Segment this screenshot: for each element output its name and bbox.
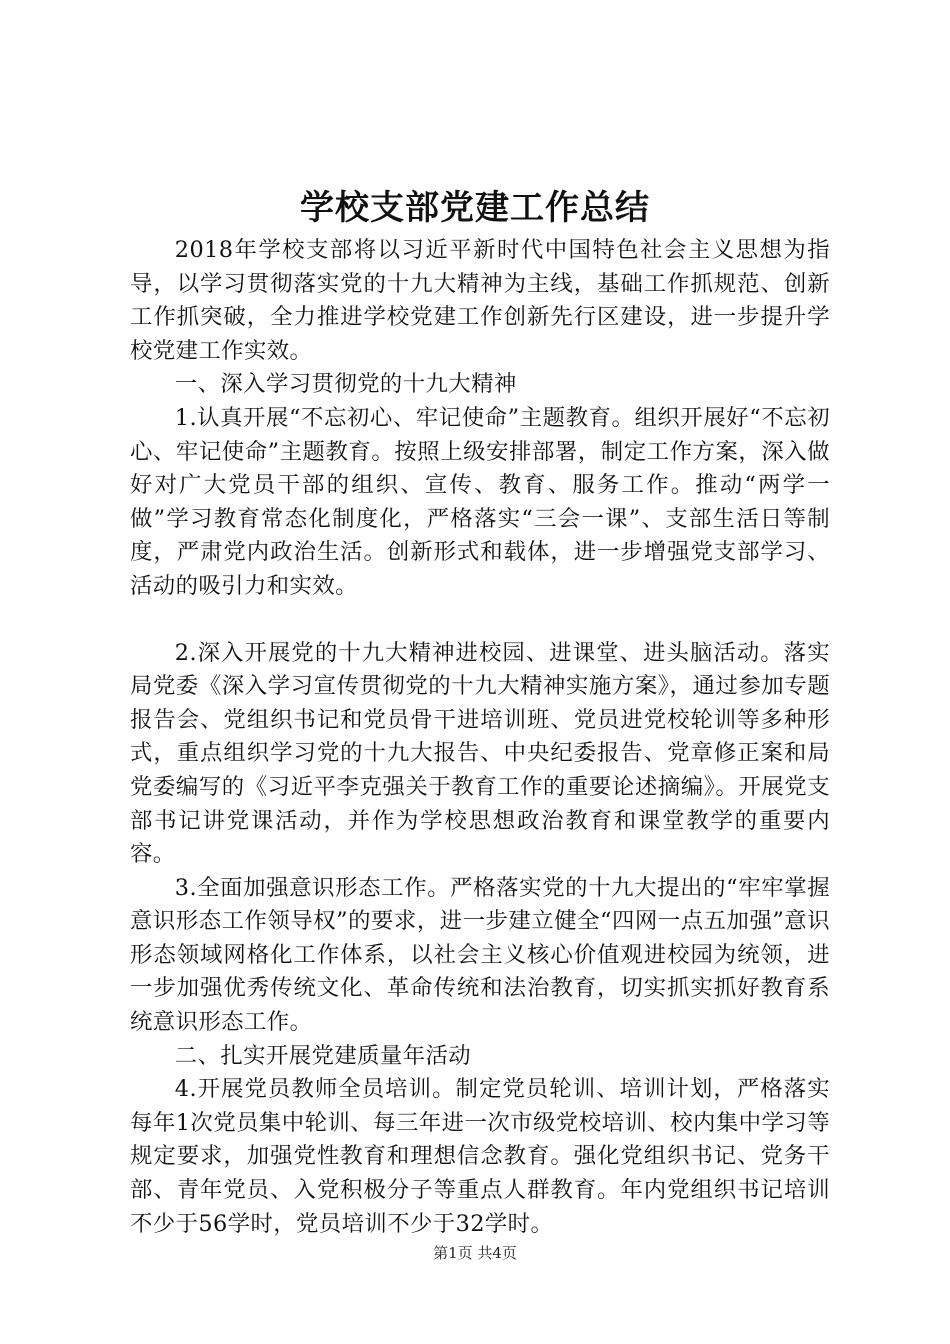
section-heading-2: 二、扎实开展党建质量年活动: [174, 1042, 472, 1069]
document-body: [130, 234, 830, 1241]
item-paragraph-1: 1.认真开展“不忘初心、牢记使命”主题教育。组织开展好“不忘初心、牢记使命”主题教育。按照上级安排部署，制定工作方案，深入做好对广大党员干部的组织、宣传、教育、服务工作。推动“两学一做”学习教育常态化制度化，严格落实“三会一课”、支部生活日等制度，严肃党内政治生活。创新形式和载体，进一步增强党支部学习、活动的吸引力和实效。: [130, 404, 830, 599]
section-heading-1: 一、深入学习贯彻党的十九大精神: [174, 371, 517, 398]
item-paragraph-3: 3.全面加强意识形态工作。严格落实党的十九大提出的“牢牢掌握意识形态工作领导权”的要求，进一步建立健全“四网一点五加强”意识形态领域网格化工作体系，以社会主义核心价值观进校园为统领，进一步加强优秀传统文化、革命传统和法治教育，切实抓实抓好教育系统意识形态工作。: [130, 874, 830, 1036]
intro-paragraph: 2018年学校支部将以习近平新时代中国特色社会主义思想为指导，以学习贯彻落实党的十九大精神为主线，基础工作抓规范、创新工作抓突破，全力推进学校党建工作创新先行区建设，进一步提升学校党建工作实效。: [130, 237, 830, 364]
item-paragraph-2: 2.深入开展党的十九大精神进校园、进课堂、进头脑活动。落实局党委《深入学习宣传贯彻党的十九大精神实施方案》，通过参加专题报告会、党组织书记和党员骨干进培训班、党员进党校轮训等多种形式，重点组织学习党的十九大报告、中央纪委报告、党章修正案和局党委编写的《习近平李克强关于教育工作的重要论述摘编》。开展党支部书记讲党课活动，并作为学校思想政治教育和课堂教学的重要内容。: [130, 639, 830, 868]
document-title: 学校支部党建工作总结: [300, 188, 650, 228]
item-paragraph-4: 4.开展党员教师全员培训。制定党员轮训、培训计划，严格落实每年1次党员集中轮训、每三年进一次市级党校培训、校内集中学习等规定要求，加强党性教育和理想信念教育。强化党组织书记、党务干部、青年党员、入党积极分子等重点人群教育。年内党组织书记培训不少于56学时，党员培训不少于32学时。: [130, 1076, 830, 1237]
page-indicator: 第1页 共4页: [433, 1244, 517, 1262]
